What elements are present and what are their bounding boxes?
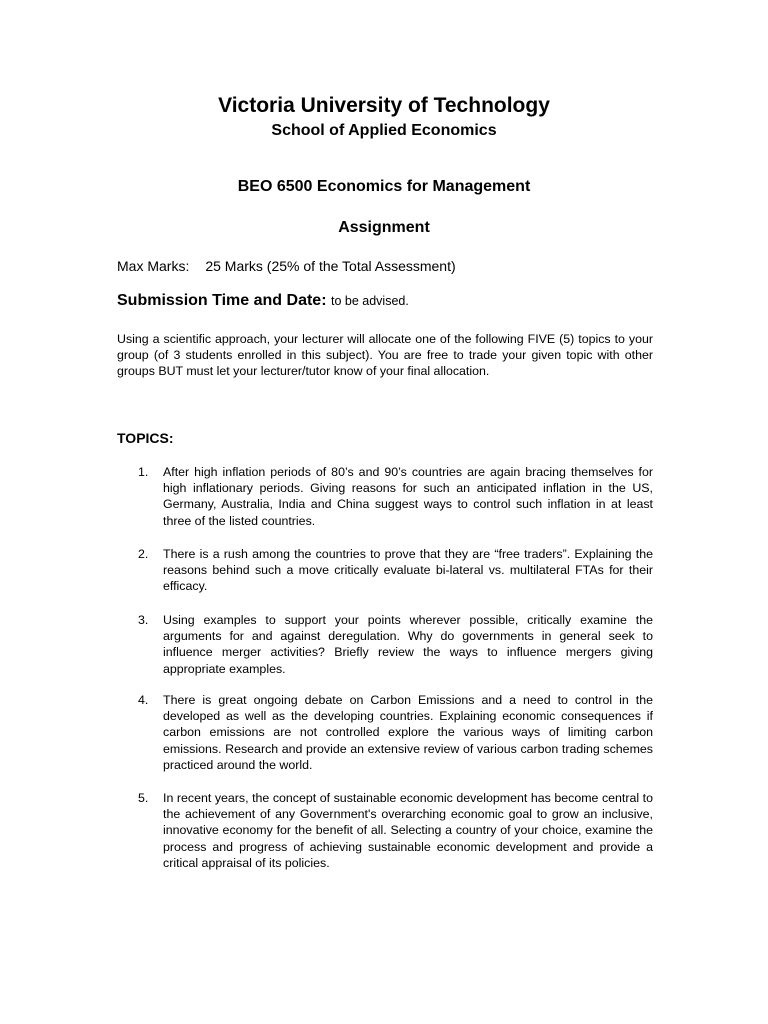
- topic-text: In recent years, the concept of sustainable economic development has become central to the achievement of any Government's overarching economic goal to grow an inclusive, innovative economy for the benefit of all. Selecting a country of your choice, examine the process and progress of achieving sustainable economic development and provide a critical appraisal of its policies.: [163, 791, 653, 870]
- topic-item-2: [138, 546, 653, 595]
- topic-number: 2.: [138, 547, 149, 561]
- submission-label: Submission Time and Date:: [117, 292, 327, 309]
- topic-number: 3.: [138, 613, 149, 627]
- topic-number: 1.: [138, 465, 149, 479]
- intro-paragraph: Using a scientific approach, your lecturer will allocate one of the following FIVE (5) topics to your group (of 3 students enrolled in this subject). You are free to trade your given topic with other groups BUT must let your lecturer/tutor know of your final allocation.: [117, 332, 653, 379]
- school-name: School of Applied Economics: [271, 122, 497, 139]
- max-marks-value: 25 Marks (25% of the Total Assessment): [205, 258, 456, 274]
- assignment-heading: Assignment: [338, 219, 430, 236]
- submission-value: to be advised.: [330, 294, 409, 308]
- topic-number: 5.: [138, 791, 149, 805]
- topic-text: There is great ongoing debate on Carbon Emissions and a need to control in the developed as well as the developing countries. Explaining economic consequences if carbon emissions are not controlled explore the various ways of limiting carbon emissions. Research and provide an extensive review of various carbon trading schemes practiced around the world.: [163, 693, 653, 772]
- topic-item-4: [138, 692, 653, 773]
- topic-text: After high inflation periods of 80’s and 90’s countries are again bracing themselves for high inflationary periods. Giving reasons for such an anticipated inflation in the US, Germany, Australia, India and China suggest ways to control such inflation in at least three of the listed countries.: [163, 465, 653, 528]
- submission-line: [117, 290, 409, 312]
- max-marks-line: [117, 257, 456, 275]
- topic-item-5: [138, 790, 653, 871]
- topic-text: Using examples to support your points wherever possible, critically examine the arguments for and against deregulation. Why do governments in general seek to influence merger activities? Briefly review the ways to influence mergers giving appropriate examples.: [163, 613, 653, 676]
- university-title: Victoria University of Technology: [218, 94, 550, 117]
- topic-item-1: [138, 464, 653, 529]
- topic-number: 4.: [138, 693, 149, 707]
- max-marks-label: Max Marks:: [117, 258, 190, 274]
- topic-item-3: [138, 612, 653, 677]
- topics-heading: TOPICS:: [117, 430, 174, 446]
- course-title: BEO 6500 Economics for Management: [237, 178, 531, 195]
- topic-text: There is a rush among the countries to prove that they are “free traders”. Explaining the reasons behind such a move critically evaluate bi-lateral vs. multilateral FTAs for their efficacy.: [163, 547, 653, 594]
